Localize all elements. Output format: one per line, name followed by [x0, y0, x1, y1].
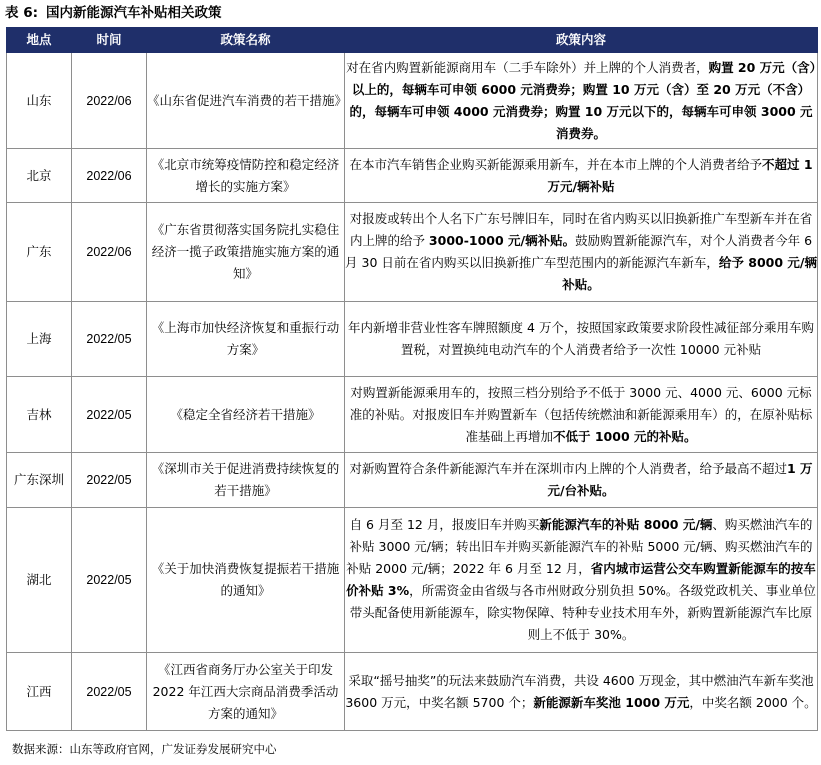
- cell-location: 江西: [7, 653, 72, 731]
- header-time: 时间: [72, 28, 147, 53]
- content-segment: 对购置新能源乘用车的，按照三档分别给予不低于 3000 元、4000 元、6000 元标准的补贴。对报废旧车并购置新车（包括传统燃油和新能源乘用车）的，在原补贴标准基础上再增加: [349, 384, 813, 444]
- table-row: [7, 53, 818, 149]
- table-row: [7, 149, 818, 203]
- cell-policy-content: [345, 453, 818, 508]
- cell-time: 2022/06: [72, 203, 147, 302]
- cell-policy-name: 《稳定全省经济若干措施》: [147, 377, 345, 453]
- table-header-row: [7, 28, 818, 53]
- header-policy-name: 政策名称: [147, 28, 345, 53]
- content-bold-segment: 不低于 1000 元的补贴。: [553, 428, 697, 444]
- cell-location: 上海: [7, 302, 72, 377]
- content-bold-segment: 1 万元/台补贴。: [547, 461, 813, 498]
- content-segment: ，所需资金由省级与各市州财政分别负担 50%。各级党政机关、事业单位带头配备使用新能源车，除实物保障、特种专业技术用车外，新购置新能源汽车比原则上不低于 30%。: [349, 583, 816, 642]
- cell-policy-content: [345, 508, 818, 653]
- content-bold-segment: 不超过 1 万元/辆补贴: [547, 156, 813, 194]
- cell-location: 广东深圳: [7, 453, 72, 508]
- cell-location: 广东: [7, 203, 72, 302]
- cell-time: 2022/05: [72, 377, 147, 453]
- content-segment: 采取“摇号抽奖”的玩法来鼓励汽车消费，共设 4600 万现金，其中燃油汽车新车奖池 3600 万元，中奖名额 5700 个；: [345, 672, 814, 710]
- content-bold-segment: 新能源新车奖池 1000 万元: [533, 694, 690, 710]
- table-row: [7, 377, 818, 453]
- cell-policy-name: 《深圳市关于促进消费持续恢复的若干措施》: [147, 453, 345, 508]
- cell-policy-content: [345, 203, 818, 302]
- cell-location: 湖北: [7, 508, 72, 653]
- policy-table: [6, 27, 818, 731]
- content-segment: 、购买燃油汽车的补贴 3000 元/辆；转出旧车并购买新能源汽车的补贴 5000 元/辆、购买燃油汽车的补贴 2000 元/辆；2022 年 6 月至 12 月，: [346, 517, 813, 576]
- content-bold-segment: 新能源汽车的补贴 8000 元/辆: [539, 517, 713, 532]
- cell-time: 2022/06: [72, 53, 147, 149]
- content-bold-segment: 3000-1000 元/辆补贴。: [428, 233, 576, 248]
- cell-location: 吉林: [7, 377, 72, 453]
- table-row: [7, 653, 818, 731]
- cell-time: 2022/05: [72, 453, 147, 508]
- table-caption: [5, 2, 222, 24]
- header-policy-content: 政策内容: [345, 28, 818, 53]
- content-segment: 自 6 月至 12 月，报废旧车并购买: [349, 517, 540, 532]
- cell-time: 2022/06: [72, 149, 147, 203]
- cell-policy-name: 《江西省商务厅办公室关于印发 2022 年江西大宗商品消费季活动方案的通知》: [147, 653, 345, 731]
- content-bold-segment: 省内城市运营公交车购置新能源车的按车价补贴 3%: [346, 561, 816, 598]
- table-row: [7, 302, 818, 377]
- cell-policy-name: 《山东省促进汽车消费的若干措施》: [147, 53, 345, 149]
- cell-policy-content: [345, 653, 818, 731]
- cell-policy-content: [345, 53, 818, 149]
- cell-policy-content: [345, 377, 818, 453]
- cell-policy-name: 《关于加快消费恢复提振若干措施的通知》: [147, 508, 345, 653]
- header-location: 地点: [7, 28, 72, 53]
- caption-label: 表 6:: [5, 5, 38, 21]
- content-segment: 对在省内购置新能源商用车（二手车除外）并上牌的个人消费者，: [346, 59, 709, 75]
- content-bold-segment: 给予 8000 元/辆补贴。: [562, 255, 817, 292]
- content-segment: 年内新增非营业性客车牌照额度 4 万个，按照国家政策要求阶段性减征部分乘用车购置税，对置换纯电动汽车的个人消费者给予一次性 10000 元补贴: [348, 320, 814, 357]
- content-segment: 对报废或转出个人名下广东号牌旧车，同时在省内购买以旧换新推广车型新车并在省内上牌的给予: [349, 211, 813, 248]
- cell-time: 2022/05: [72, 508, 147, 653]
- cell-time: 2022/05: [72, 653, 147, 731]
- table-row: [7, 203, 818, 302]
- cell-policy-content: [345, 149, 818, 203]
- cell-location: 北京: [7, 149, 72, 203]
- content-bold-segment: 购置 20 万元（含）以上的，每辆车可申领 6000 元消费券；购置 10 万元（含）至 20 万元（不含）的，每辆车可申领 4000 元消费券；购置 10 万元以下的，每辆车可申领 3000 元消费券。: [349, 59, 816, 141]
- content-segment: 对新购置符合条件新能源汽车并在深圳市内上牌的个人消费者，给予最高不超过: [349, 461, 787, 476]
- caption-title: 国内新能源汽车补贴相关政策: [46, 5, 222, 21]
- content-segment: 鼓励购置新能源汽车，对个人消费者今年 6 月 30 日前在省内购买以旧换新推广车型范围内的新能源汽车新车，: [345, 233, 813, 270]
- content-segment: ，中奖名额 2000 个。: [689, 694, 817, 710]
- content-segment: 在本市汽车销售企业购买新能源乘用新车，并在本市上牌的个人消费者给予: [349, 156, 762, 172]
- data-source-note: 数据来源：山东等政府官网，广发证券发展研究中心: [12, 742, 277, 756]
- table-row: [7, 453, 818, 508]
- cell-time: 2022/05: [72, 302, 147, 377]
- cell-location: 山东: [7, 53, 72, 149]
- cell-policy-name: 《上海市加快经济恢复和重振行动方案》: [147, 302, 345, 377]
- cell-policy-name: 《广东省贯彻落实国务院扎实稳住经济一揽子政策措施实施方案的通知》: [147, 203, 345, 302]
- cell-policy-content: [345, 302, 818, 377]
- cell-policy-name: 《北京市统筹疫情防控和稳定经济增长的实施方案》: [147, 149, 345, 203]
- table-row: [7, 508, 818, 653]
